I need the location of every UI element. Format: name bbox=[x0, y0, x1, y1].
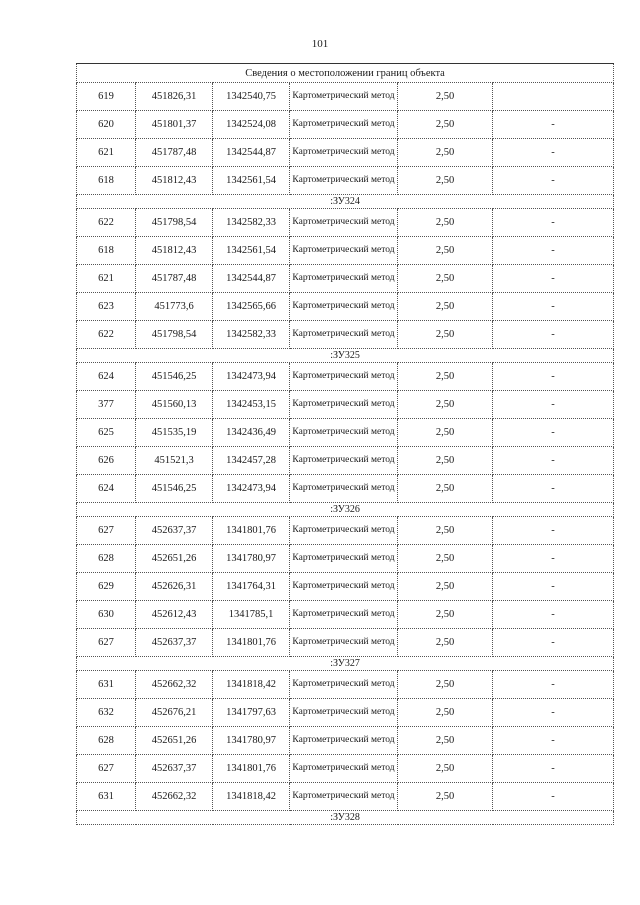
method-cell: Картометрический метод bbox=[290, 475, 398, 503]
method-cell: Картометрический метод bbox=[290, 629, 398, 657]
point-number-cell: 377 bbox=[77, 391, 136, 419]
x-coordinate-cell: 451812,43 bbox=[136, 167, 213, 195]
note-cell: - bbox=[493, 475, 614, 503]
accuracy-cell: 2,50 bbox=[398, 671, 493, 699]
point-number-cell: 627 bbox=[77, 517, 136, 545]
point-number-cell: 627 bbox=[77, 629, 136, 657]
x-coordinate-cell: 451773,6 bbox=[136, 293, 213, 321]
accuracy-cell: 2,50 bbox=[398, 237, 493, 265]
x-coordinate-cell: 451546,25 bbox=[136, 363, 213, 391]
section-row bbox=[77, 503, 614, 517]
table-row bbox=[77, 321, 614, 349]
accuracy-cell: 2,50 bbox=[398, 419, 493, 447]
y-coordinate-cell: 1342436,49 bbox=[213, 419, 290, 447]
section-label: :ЗУ327 bbox=[77, 657, 614, 671]
table-row bbox=[77, 671, 614, 699]
y-coordinate-cell: 1342453,15 bbox=[213, 391, 290, 419]
y-coordinate-cell: 1341764,31 bbox=[213, 573, 290, 601]
table-row bbox=[77, 573, 614, 601]
method-cell: Картометрический метод bbox=[290, 167, 398, 195]
method-cell: Картометрический метод bbox=[290, 671, 398, 699]
note-cell: - bbox=[493, 727, 614, 755]
accuracy-cell: 2,50 bbox=[398, 83, 493, 111]
method-cell: Картометрический метод bbox=[290, 545, 398, 573]
point-number-cell: 631 bbox=[77, 671, 136, 699]
accuracy-cell: 2,50 bbox=[398, 293, 493, 321]
method-cell: Картометрический метод bbox=[290, 321, 398, 349]
accuracy-cell: 2,50 bbox=[398, 517, 493, 545]
x-coordinate-cell: 452612,43 bbox=[136, 601, 213, 629]
method-cell: Картометрический метод bbox=[290, 573, 398, 601]
table-header-row bbox=[77, 64, 614, 83]
point-number-cell: 619 bbox=[77, 83, 136, 111]
method-cell: Картометрический метод bbox=[290, 447, 398, 475]
x-coordinate-cell: 451546,25 bbox=[136, 475, 213, 503]
section-label: :ЗУ326 bbox=[77, 503, 614, 517]
x-coordinate-cell: 452626,31 bbox=[136, 573, 213, 601]
point-number-cell: 623 bbox=[77, 293, 136, 321]
method-cell: Картометрический метод bbox=[290, 783, 398, 811]
note-cell: - bbox=[493, 601, 614, 629]
accuracy-cell: 2,50 bbox=[398, 391, 493, 419]
x-coordinate-cell: 451798,54 bbox=[136, 321, 213, 349]
section-row bbox=[77, 349, 614, 363]
accuracy-cell: 2,50 bbox=[398, 209, 493, 237]
method-cell: Картометрический метод bbox=[290, 391, 398, 419]
x-coordinate-cell: 451535,19 bbox=[136, 419, 213, 447]
note-cell: - bbox=[493, 517, 614, 545]
y-coordinate-cell: 1341818,42 bbox=[213, 783, 290, 811]
method-cell: Картометрический метод bbox=[290, 265, 398, 293]
table-row bbox=[77, 111, 614, 139]
y-coordinate-cell: 1341801,76 bbox=[213, 517, 290, 545]
table-row bbox=[77, 517, 614, 545]
accuracy-cell: 2,50 bbox=[398, 363, 493, 391]
table-row bbox=[77, 391, 614, 419]
table-row bbox=[77, 237, 614, 265]
x-coordinate-cell: 451798,54 bbox=[136, 209, 213, 237]
note-cell: - bbox=[493, 699, 614, 727]
point-number-cell: 621 bbox=[77, 265, 136, 293]
y-coordinate-cell: 1341818,42 bbox=[213, 671, 290, 699]
accuracy-cell: 2,50 bbox=[398, 727, 493, 755]
table-row bbox=[77, 545, 614, 573]
note-cell: - bbox=[493, 293, 614, 321]
note-cell: - bbox=[493, 671, 614, 699]
y-coordinate-cell: 1341780,97 bbox=[213, 727, 290, 755]
method-cell: Картометрический метод bbox=[290, 237, 398, 265]
y-coordinate-cell: 1342561,54 bbox=[213, 237, 290, 265]
method-cell: Картометрический метод bbox=[290, 83, 398, 111]
table-row bbox=[77, 265, 614, 293]
table-row bbox=[77, 475, 614, 503]
note-cell: - bbox=[493, 139, 614, 167]
x-coordinate-cell: 452676,21 bbox=[136, 699, 213, 727]
point-number-cell: 620 bbox=[77, 111, 136, 139]
point-number-cell: 621 bbox=[77, 139, 136, 167]
y-coordinate-cell: 1342457,28 bbox=[213, 447, 290, 475]
y-coordinate-cell: 1341797,63 bbox=[213, 699, 290, 727]
accuracy-cell: 2,50 bbox=[398, 167, 493, 195]
method-cell: Картометрический метод bbox=[290, 601, 398, 629]
y-coordinate-cell: 1342473,94 bbox=[213, 475, 290, 503]
accuracy-cell: 2,50 bbox=[398, 265, 493, 293]
note-cell: - bbox=[493, 391, 614, 419]
point-number-cell: 627 bbox=[77, 755, 136, 783]
method-cell: Картометрический метод bbox=[290, 727, 398, 755]
point-number-cell: 625 bbox=[77, 419, 136, 447]
point-number-cell: 622 bbox=[77, 209, 136, 237]
point-number-cell: 618 bbox=[77, 237, 136, 265]
point-number-cell: 626 bbox=[77, 447, 136, 475]
method-cell: Картометрический метод bbox=[290, 293, 398, 321]
y-coordinate-cell: 1341801,76 bbox=[213, 755, 290, 783]
accuracy-cell: 2,50 bbox=[398, 755, 493, 783]
x-coordinate-cell: 452637,37 bbox=[136, 755, 213, 783]
section-row bbox=[77, 657, 614, 671]
table-row bbox=[77, 363, 614, 391]
point-number-cell: 631 bbox=[77, 783, 136, 811]
y-coordinate-cell: 1341785,1 bbox=[213, 601, 290, 629]
method-cell: Картометрический метод bbox=[290, 111, 398, 139]
note-cell: - bbox=[493, 237, 614, 265]
accuracy-cell: 2,50 bbox=[398, 783, 493, 811]
method-cell: Картометрический метод bbox=[290, 209, 398, 237]
accuracy-cell: 2,50 bbox=[398, 601, 493, 629]
x-coordinate-cell: 451787,48 bbox=[136, 139, 213, 167]
y-coordinate-cell: 1342544,87 bbox=[213, 265, 290, 293]
y-coordinate-cell: 1342524,08 bbox=[213, 111, 290, 139]
table-row bbox=[77, 139, 614, 167]
x-coordinate-cell: 451801,37 bbox=[136, 111, 213, 139]
point-number-cell: 628 bbox=[77, 545, 136, 573]
note-cell: - bbox=[493, 363, 614, 391]
table-row bbox=[77, 755, 614, 783]
table-row bbox=[77, 209, 614, 237]
note-cell: - bbox=[493, 167, 614, 195]
table-row bbox=[77, 699, 614, 727]
note-cell: - bbox=[493, 111, 614, 139]
table-row bbox=[77, 783, 614, 811]
table-row bbox=[77, 601, 614, 629]
note-cell: - bbox=[493, 321, 614, 349]
accuracy-cell: 2,50 bbox=[398, 699, 493, 727]
x-coordinate-cell: 451812,43 bbox=[136, 237, 213, 265]
y-coordinate-cell: 1341780,97 bbox=[213, 545, 290, 573]
y-coordinate-cell: 1342544,87 bbox=[213, 139, 290, 167]
point-number-cell: 622 bbox=[77, 321, 136, 349]
section-label: :ЗУ328 bbox=[77, 811, 614, 825]
x-coordinate-cell: 451826,31 bbox=[136, 83, 213, 111]
point-number-cell: 630 bbox=[77, 601, 136, 629]
method-cell: Картометрический метод bbox=[290, 517, 398, 545]
section-label: :ЗУ324 bbox=[77, 195, 614, 209]
note-cell: - bbox=[493, 265, 614, 293]
x-coordinate-cell: 451560,13 bbox=[136, 391, 213, 419]
method-cell: Картометрический метод bbox=[290, 419, 398, 447]
accuracy-cell: 2,50 bbox=[398, 475, 493, 503]
x-coordinate-cell: 452637,37 bbox=[136, 629, 213, 657]
point-number-cell: 628 bbox=[77, 727, 136, 755]
method-cell: Картометрический метод bbox=[290, 699, 398, 727]
note-cell: - bbox=[493, 447, 614, 475]
point-number-cell: 618 bbox=[77, 167, 136, 195]
note-cell bbox=[493, 83, 614, 111]
x-coordinate-cell: 452651,26 bbox=[136, 545, 213, 573]
x-coordinate-cell: 452662,32 bbox=[136, 783, 213, 811]
accuracy-cell: 2,50 bbox=[398, 139, 493, 167]
section-row bbox=[77, 195, 614, 209]
boundary-coordinates-table bbox=[76, 63, 614, 825]
accuracy-cell: 2,50 bbox=[398, 629, 493, 657]
page-number: 101 bbox=[311, 38, 329, 50]
point-number-cell: 624 bbox=[77, 475, 136, 503]
note-cell: - bbox=[493, 419, 614, 447]
note-cell: - bbox=[493, 573, 614, 601]
x-coordinate-cell: 452651,26 bbox=[136, 727, 213, 755]
table-row bbox=[77, 629, 614, 657]
accuracy-cell: 2,50 bbox=[398, 111, 493, 139]
point-number-cell: 632 bbox=[77, 699, 136, 727]
accuracy-cell: 2,50 bbox=[398, 545, 493, 573]
note-cell: - bbox=[493, 209, 614, 237]
method-cell: Картометрический метод bbox=[290, 755, 398, 783]
table-row bbox=[77, 419, 614, 447]
table-row bbox=[77, 293, 614, 321]
table-row bbox=[77, 447, 614, 475]
accuracy-cell: 2,50 bbox=[398, 447, 493, 475]
x-coordinate-cell: 452637,37 bbox=[136, 517, 213, 545]
accuracy-cell: 2,50 bbox=[398, 321, 493, 349]
point-number-cell: 624 bbox=[77, 363, 136, 391]
y-coordinate-cell: 1342561,54 bbox=[213, 167, 290, 195]
note-cell: - bbox=[493, 755, 614, 783]
x-coordinate-cell: 451787,48 bbox=[136, 265, 213, 293]
section-label: :ЗУ325 bbox=[77, 349, 614, 363]
y-coordinate-cell: 1342540,75 bbox=[213, 83, 290, 111]
x-coordinate-cell: 451521,3 bbox=[136, 447, 213, 475]
point-number-cell: 629 bbox=[77, 573, 136, 601]
section-row bbox=[77, 811, 614, 825]
table-title: Сведения о местоположении границ объекта bbox=[77, 64, 614, 83]
method-cell: Картометрический метод bbox=[290, 139, 398, 167]
note-cell: - bbox=[493, 545, 614, 573]
table-row bbox=[77, 83, 614, 111]
x-coordinate-cell: 452662,32 bbox=[136, 671, 213, 699]
y-coordinate-cell: 1341801,76 bbox=[213, 629, 290, 657]
table-row bbox=[77, 727, 614, 755]
y-coordinate-cell: 1342582,33 bbox=[213, 209, 290, 237]
table-row bbox=[77, 167, 614, 195]
y-coordinate-cell: 1342565,66 bbox=[213, 293, 290, 321]
note-cell: - bbox=[493, 629, 614, 657]
y-coordinate-cell: 1342473,94 bbox=[213, 363, 290, 391]
note-cell: - bbox=[493, 783, 614, 811]
method-cell: Картометрический метод bbox=[290, 363, 398, 391]
y-coordinate-cell: 1342582,33 bbox=[213, 321, 290, 349]
accuracy-cell: 2,50 bbox=[398, 573, 493, 601]
